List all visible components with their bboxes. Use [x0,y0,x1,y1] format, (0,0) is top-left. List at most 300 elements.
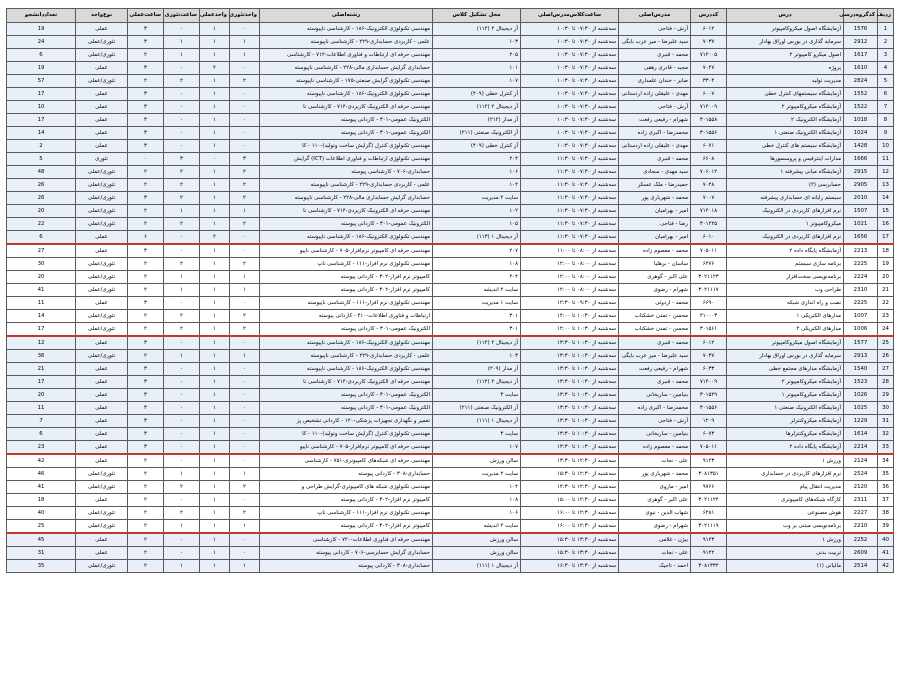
table-cell: ۱ [164,520,200,534]
table-cell: 12 [878,166,894,179]
table-cell: الکترونیک عمومی-۳۰۱ - کاردانی پیوسته [260,114,433,127]
table-cell: ۱ [200,415,230,428]
table-cell: ۱ [200,376,230,389]
table-cell: ۳۳۰۴ [691,75,727,88]
table-cell: 40 [7,507,76,520]
table-cell: ۰ [230,127,260,140]
table-cell: علمی - کاربردی حسابداری-۲۲۹ - کارشناسی ناپیوسته [260,350,433,363]
table-cell: 26 [878,350,894,363]
table-row [7,533,894,547]
table-cell: 29 [878,389,894,402]
table-cell: ۷۰۳۷ [691,350,727,363]
table-cell: عملی [76,101,128,114]
table-cell: ۰ [230,547,260,560]
table-cell: مهندسی حرفه ای ارتباطات و فناوری اطلاعات-۷۱۲ - کارشناسی [260,49,433,62]
table-cell: ۲ [128,533,164,547]
table-cell: 12 [7,336,76,350]
table-cell: تئوری/عملی [76,323,128,337]
table-cell: سه‌شنبه از ۱۲:۳۰ تا ۱۴:۳۰ [521,481,619,494]
table-cell: 1576 [844,23,878,36]
table-header [7,9,894,23]
table-cell: 22 [878,297,894,310]
table-cell: ۲ [230,481,260,494]
table-cell: ۱ [200,441,230,455]
table-cell: 23 [7,441,76,455]
table-cell: نرم افزارهای کاربردی در حسابداری [727,468,844,481]
table-cell: 8 [878,114,894,127]
table-cell: تئوری/عملی [76,271,128,284]
table-cell: ۲ [128,218,164,231]
table-cell: ۲ [164,75,200,88]
table-cell: سه‌شنبه از ۱۰:۳۰ تا ۱۴:۰۰ [521,310,619,323]
table-cell: ۳ [128,376,164,389]
table-cell: علی - نجات [619,454,691,468]
table-cell: آز دیجیتال ۱ (۱۱۳) [433,231,521,245]
table-cell: ۱ [200,179,230,192]
table-cell: احمد - تاجیک [619,560,691,573]
table-cell: 2 [7,140,76,153]
table-cell: سه‌شنبه از ۱۰:۳۰ تا ۱۳:۳۰ [521,389,619,402]
table-cell: 1614 [844,428,878,441]
course-schedule-table [6,8,894,573]
table-cell: ۰ [164,114,200,127]
table-cell: ۳ [128,23,164,36]
table-cell: 9 [878,127,894,140]
table-cell: سایت ۲ اندیشه [433,520,521,534]
table-cell: 1229 [844,415,878,428]
table-cell: ۳ [128,101,164,114]
table-row [7,36,894,49]
table-cell: ۰ [164,454,200,468]
table-cell: 2227 [844,507,878,520]
table-cell: ۳۰۱۵۴۹ [691,389,727,402]
table-cell: ۲ [164,310,200,323]
table-cell: مهندسی تکنولوژی کنترل (گرایش ساخت وتولید)-۱۱۰ - کا [260,140,433,153]
table-cell: 1428 [844,140,878,153]
table-cell: ۷۱۴۰۰۹ [691,101,727,114]
table-cell: حسابداری گرایش حسابداری مالی-۲۲۸ - کارشناسی ناپیوسته [260,192,433,205]
table-cell: ۱ [200,402,230,415]
table-cell: ۳ [128,127,164,140]
table-cell: مدیریت تولید [727,75,844,88]
table-cell: ۱ [164,49,200,62]
table-cell: 41 [878,547,894,560]
table-cell: ۰ [164,402,200,415]
table-cell: ۷۱۴۰۰۹ [691,376,727,389]
table-cell: شهرام - رضوی [619,284,691,297]
table-cell: ۹۱۲۲ [691,547,727,560]
table-cell: سید علیرضا - میر عرب بایگی [619,350,691,363]
table-cell: آز کنترل خطی (۴۰۹) [433,88,521,101]
table-cell: مهندسی تکنولوژی الکترونیک-۱۸۶ - کارشناسی ناپیوسته [260,88,433,101]
table-cell: ۰ [164,101,200,114]
table-cell: تعمیر و نگهداری تجهیزات پزشکی-۱۲۰ - کاردانی تشخیص پز [260,415,433,428]
table-cell: امیر - بهرامیان [619,231,691,245]
table-cell: سه‌شنبه از ۱۲:۳۰ تا ۱۶:۰۰ [521,520,619,534]
table-cell: ۲ [128,507,164,520]
table-cell: ۳ [128,140,164,153]
table-cell: سید مهدی - سجادی [619,166,691,179]
table-row [7,205,894,218]
table-cell: سه‌شنبه از ۱۳:۳۰ تا ۱۵:۳۰ [521,547,619,560]
table-cell: 1025 [844,402,878,415]
table-cell: 31 [878,415,894,428]
table-cell: کارگاه شبکه‌های کامپیوتری [727,494,844,507]
table-row [7,454,894,468]
table-cell: حسابداری-۷۰۶ - کارشناسی پیوسته [260,166,433,179]
table-cell: ۲۰۵ [433,49,521,62]
table-cell: تئوری/عملی [76,166,128,179]
table-cell: تئوری/عملی [76,36,128,49]
table-cell: ۱ [200,468,230,481]
table-cell: مهندسی تکنولوژی الکترونیک-۱۸۶ - کارشناسی ناپیوسته [260,336,433,350]
table-cell: حسابرسی (۲) [727,179,844,192]
table-cell: سایت ۳ [433,428,521,441]
table-cell: ۳۰۲۱۱۲۳ [691,271,727,284]
table-cell: عملی [76,297,128,310]
table-cell: 2210 [844,520,878,534]
table-cell: ۱ [200,23,230,36]
table-cell: سه‌شنبه از ۰۷:۳۰ تا ۱۰:۳۰ [521,88,619,101]
column-header: نوع‌واحد [76,9,128,23]
column-header: واحدعملی [200,9,230,23]
table-cell: ۰ [230,363,260,376]
table-cell: 15 [878,205,894,218]
table-cell: ۱ [200,560,230,573]
table-cell: سه‌شنبه از ۱۰:۳۰ تا ۱۳:۳۰ [521,376,619,389]
table-cell: ۱۰۴ [433,481,521,494]
table-cell: محمد - قنبری [619,376,691,389]
table-cell: ۱ [200,258,230,271]
table-cell: محمد - قنبری [619,336,691,350]
table-cell: ۲ [230,192,260,205]
table-cell: آزمایشگاه میکروکامپیوتر ۲ [727,101,844,114]
table-cell: عملی [76,62,128,75]
table-cell: ۲ [128,560,164,573]
table-cell: ۱ [200,244,230,258]
table-row [7,350,894,363]
table-cell: ۳۰۱۲۲۵ [691,218,727,231]
table-cell: 2905 [844,179,878,192]
header-row [7,9,894,23]
table-row [7,284,894,297]
table-cell: 31 [7,547,76,560]
table-cell: حسابداری-۳۰۸ - کاردانی پیوسته [260,468,433,481]
table-cell: ۲ [230,323,260,337]
table-cell: ۳۰۸۱۳۳۴ [691,560,727,573]
table-cell: آزمایشگاه میکروکامپیوتر ۲ [727,376,844,389]
table-cell: 2913 [844,350,878,363]
table-row [7,507,894,520]
table-cell: ۱ [230,36,260,49]
table-cell: 2524 [844,468,878,481]
table-cell: آزمایشگاه الکترونیک ۲ [727,114,844,127]
table-cell: ۳ [128,336,164,350]
table-cell: 19 [7,23,76,36]
table-cell: سرمایه گذاری در بورس اوراق بهادار [727,350,844,363]
table-cell: 1 [878,23,894,36]
table-cell: ۲ [230,75,260,88]
table-cell: مجید - قادری رهقی [619,62,691,75]
table-cell: 20 [7,205,76,218]
table-cell: 36 [7,350,76,363]
table-cell: 2010 [844,192,878,205]
table-row [7,49,894,62]
table-cell: سه‌شنبه از ۰۷:۳۰ تا ۱۰:۳۰ [521,62,619,75]
table-cell: ۰ [230,231,260,245]
table-cell: ۳ [128,428,164,441]
table-cell: ۳۰۲۱۱۱۹ [691,520,727,534]
table-cell: سه‌شنبه از ۱۰:۳۰ تا ۱۳:۳۰ [521,363,619,376]
table-cell: برنامه‌نویسی مبتنی بر وب [727,520,844,534]
table-cell: 22 [7,218,76,231]
table-cell: 1007 [844,310,878,323]
table-cell: ۶۰۷۱ [691,140,727,153]
table-cell: ۰ [230,244,260,258]
table-cell: ۲ [128,75,164,88]
table-cell: ۱ [200,428,230,441]
table-cell: عملی [76,428,128,441]
table-cell: علی - نجات [619,547,691,560]
table-cell: آزمایشگاه الکترونیک صنعتی ۱ [727,402,844,415]
table-cell: برنامه سازی سیستم [727,258,844,271]
table-cell: ۱ [200,350,230,363]
table-cell: آرش - فتاحی [619,415,691,428]
table-cell: ۲ [128,166,164,179]
table-cell: ۰ [164,88,200,101]
table-cell: ۲ [164,179,200,192]
table-cell: ۱ [200,389,230,402]
table-cell: ۶۰۳۳ [691,363,727,376]
table-cell: 2310 [844,284,878,297]
table-cell: ۲ [128,350,164,363]
table-cell: سه‌شنبه از ۱۰:۳۰ تا ۱۳:۳۰ [521,336,619,350]
table-cell: ۳ [128,441,164,455]
table-cell: طراحی وب [727,284,844,297]
table-cell: آز دیجیتال ۲ (۱۱۴) [433,336,521,350]
table-cell: 1523 [844,376,878,389]
table-cell: مهندسی تکنولوژی نرم افزار-۱۱۱ - کارشناسی ناپ [260,258,433,271]
table-cell: 6 [7,428,76,441]
table-cell: سه‌شنبه از ۰۷:۳۰ تا ۱۰:۳۰ [521,140,619,153]
table-cell: تئوری/عملی [76,179,128,192]
table-cell: سه‌شنبه از ۰۷:۳۰ تا ۱۰:۳۰ [521,36,619,49]
table-cell: ۷۰۳۷ [691,36,727,49]
table-cell: الکترونیک عمومی-۳۰۱ - کاردانی پیوسته [260,389,433,402]
table-cell: حسابداری گرایش حسابداری مالی-۲۲۸ - کارشناسی ناپیوسته [260,62,433,75]
table-row [7,271,894,284]
table-cell: 2824 [844,75,878,88]
table-cell: مهدی - علیقلی زاده اردستانی [619,88,691,101]
table-cell: ۱ [200,363,230,376]
table-cell: عملی [76,88,128,101]
table-cell: ۳۰۱۵۵۶ [691,127,727,140]
table-cell: سه‌شنبه از ۰۷:۳۰ تا ۱۰:۳۰ [521,101,619,114]
table-cell: ۶۰۰۷ [691,88,727,101]
table-cell: حسابداری گرایش حسابرسی-۷۰۶ - کاردانی پیوسته [260,547,433,560]
table-cell: تئوری/عملی [76,75,128,88]
table-cell: آزمایشگاه مبانی پیشرفته ۱ [727,166,844,179]
table-cell: کامپیوتر نرم افزار-۳۰۲ - کاردانی پیوسته [260,494,433,507]
table-cell: بنیامین - ساریخانی [619,428,691,441]
table-cell: ساسان - برهلیا [619,258,691,271]
table-cell: علمی - کاربردی حسابداری-۲۲۹ - کارشناسی ناپیوسته [260,179,433,192]
table-row [7,218,894,231]
table-cell: ۷۰۶۰۱۲ [691,166,727,179]
table-cell: 36 [878,481,894,494]
table-cell: 4 [878,62,894,75]
table-cell: سایت ۲ اندیشه [433,284,521,297]
table-cell: ۱ [200,218,230,231]
table-cell: محمد - معصوم زاده [619,244,691,258]
table-cell: سه‌شنبه از ۰۸:۰۰ تا ۱۲:۰۰ [521,271,619,284]
table-row [7,101,894,114]
column-header: تعداددانشجو [7,9,76,23]
table-cell: ۰ [164,127,200,140]
table-cell: 1540 [844,363,878,376]
table-cell: ۰ [164,428,200,441]
table-row [7,376,894,389]
table-cell: مهندسی تکنولوژی الکترونیک-۱۸۶ - کارشناسی ناپیوسته [260,363,433,376]
table-cell: ۹۷۶۶ [691,481,727,494]
table-cell: سه‌شنبه از ۱۳:۳۰ تا ۱۵:۳۰ [521,533,619,547]
table-cell: ۲ [128,49,164,62]
table-cell: 2311 [844,494,878,507]
table-cell: ۲ [128,454,164,468]
table-cell: محمد - قنبری [619,153,691,166]
table-cell: عملی [76,114,128,127]
table-cell: ۳ [128,114,164,127]
table-cell: ۱ [230,560,260,573]
table-cell: عملی [76,547,128,560]
table-cell: ۱ [200,88,230,101]
table-cell: 14 [878,192,894,205]
table-cell: مهندسی حرفه ای شبکه‌های کامپیوتری-۷۵۱ - کارشناسی [260,454,433,468]
table-cell: ۶۶۹۰ [691,297,727,310]
table-cell: مهندسی حرفه ای الکترونیک کاربردی-۷۱۴ - کارشناسی نا [260,376,433,389]
table-cell: ۳۰۲۱۱۲۴ [691,494,727,507]
table-cell: سه‌شنبه از ۰۷:۳۰ تا ۱۱:۳۰ [521,218,619,231]
table-cell: ۱ [200,520,230,534]
table-cell: حسابداری-۳۰۸ - کاردانی پیوسته [260,560,433,573]
table-cell: سیستم رایانه ای حسابداری پیشرفته [727,192,844,205]
table-cell: ۱۰۶ [433,507,521,520]
table-cell: ورزش ۱ [727,454,844,468]
table-cell: 40 [878,533,894,547]
table-cell: 2124 [844,454,878,468]
table-cell: ۲ [164,323,200,337]
table-cell: ۱ [200,192,230,205]
table-cell: ۷۱۲۰۰۵ [691,49,727,62]
table-cell: مهندسی تکنولوژی نرم افزار-۱۱۱ - کارشناسی ناپیوسته [260,297,433,310]
table-cell: ۰ [164,533,200,547]
table-cell: 21 [878,284,894,297]
table-cell: سه‌شنبه از ۱۲:۳۰ تا ۱۶:۰۰ [521,507,619,520]
table-cell: محمد - معصوم زاده [619,441,691,455]
table-cell: 1507 [844,205,878,218]
table-cell: ۰ [164,441,200,455]
table-cell: ۲ [128,258,164,271]
table-cell: تربیت بدنی [727,547,844,560]
table-cell: 24 [878,323,894,337]
table-cell: 35 [7,560,76,573]
table-cell: ۷۰۵۰۱۱ [691,244,727,258]
table-cell: تئوری/عملی [76,218,128,231]
column-header: رشته‌اصلی [260,9,433,23]
table-cell: ۳ [230,153,260,166]
table-cell: ۶۴۷۶ [691,258,727,271]
table-cell: ۰ [230,101,260,114]
table-cell: مهدی - علیقلی زاده اردستانی [619,140,691,153]
table-cell: الکترونیک عمومی-۳۰۱ - کاردانی پیوسته [260,127,433,140]
table-cell: ۰ [230,533,260,547]
table-cell: عملی [76,127,128,140]
table-cell: ۱ [200,507,230,520]
table-cell: سه‌شنبه از ۰۷:۳۰ تا ۱۱:۳۰ [521,205,619,218]
table-cell: 11 [7,297,76,310]
table-cell: ۱ [200,533,230,547]
table-cell: ۷۱۴۰۱۸ [691,205,727,218]
table-cell: 42 [878,560,894,573]
table-row [7,127,894,140]
table-cell: پروژه [727,62,844,75]
table-cell: الکترونیک عمومی-۳۰۱ - کاردانی پیوسته [260,323,433,337]
table-cell: عملی [76,533,128,547]
table-cell: 57 [7,75,76,88]
table-cell: نرم افزارهای کاربردی در الکترونیک [727,205,844,218]
table-row [7,363,894,376]
table-cell: ۳ [128,36,164,49]
table-row [7,336,894,350]
table-cell: 1018 [844,114,878,127]
table-row [7,323,894,337]
table-cell: 32 [878,428,894,441]
table-cell: بیژن - غلامی [619,533,691,547]
table-cell: ۳ [128,415,164,428]
table-cell: ۱۰۷ [433,75,521,88]
table-cell: تئوری/عملی [76,520,128,534]
table-cell: ۰ [128,153,164,166]
table-cell: ۳ [128,62,164,75]
table-cell: ۰ [230,441,260,455]
table-cell: محمد - شهریاری پور [619,192,691,205]
table-cell: ۰ [164,389,200,402]
table-cell: ۶۰۱۲ [691,336,727,350]
table-cell: ۳۰۱۵۶۱ [691,323,727,337]
table-cell: ۱ [200,336,230,350]
table-cell: 17 [7,114,76,127]
table-cell: عملی [76,494,128,507]
table-cell: 2912 [844,36,878,49]
table-cell: 38 [878,507,894,520]
table-row [7,494,894,507]
table-cell: ۱ [164,560,200,573]
table-cell: ۱۲۰۹ [691,415,727,428]
column-header: درس [727,9,844,23]
table-cell: ۰ [230,114,260,127]
table-cell: عملی [76,363,128,376]
table-cell: 1026 [844,389,878,402]
table-cell: ۳ [128,389,164,402]
table-row [7,481,894,494]
table-cell: مهندسی تکنولوژی کنترل (گرایش ساخت وتولید)-۱۱۰ - کا [260,428,433,441]
table-cell: 20 [7,389,76,402]
table-cell: سه‌شنبه از ۱۰:۳۰ تا ۱۳:۳۰ [521,402,619,415]
table-cell: 48 [7,166,76,179]
table-cell: ۱ [200,140,230,153]
table-cell: ۲ [128,468,164,481]
table-cell: ۰ [230,297,260,310]
